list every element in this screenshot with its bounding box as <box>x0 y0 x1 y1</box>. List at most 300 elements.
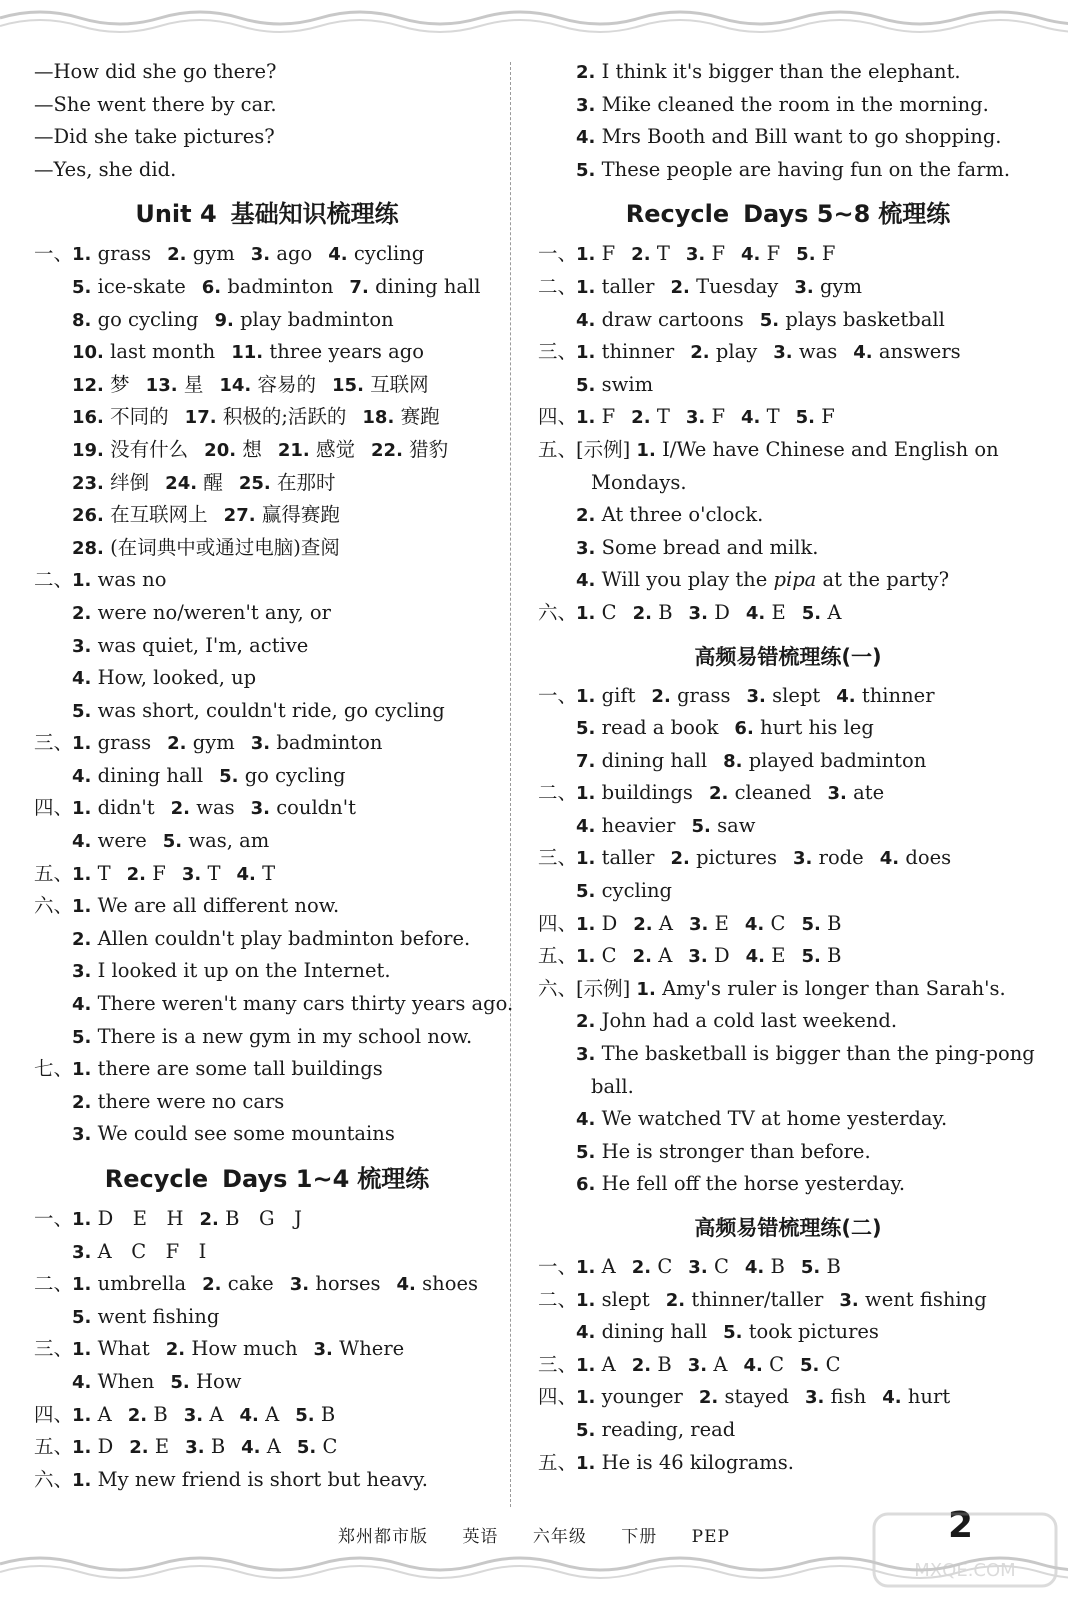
item-number: 2. <box>165 1339 192 1361</box>
section-marker: 三、 <box>34 731 74 755</box>
item-number: 2. <box>127 1404 154 1426</box>
item-number: 5. <box>795 407 822 429</box>
item-number: 2. <box>631 407 657 429</box>
item-number: 2. <box>167 244 193 266</box>
item-number: 4. <box>72 668 98 690</box>
answer-item: 3. ago <box>250 242 313 266</box>
right-answer-column <box>538 56 1038 1479</box>
answer-item: 4. How, looked, up <box>72 666 257 690</box>
item-number: 3. <box>181 863 208 885</box>
item-number: 5. <box>72 700 98 722</box>
answer-line <box>34 238 500 271</box>
answer-line <box>34 1236 500 1269</box>
section-marker: 四、 <box>538 1385 578 1409</box>
answer-item: 1. A <box>576 1255 616 1278</box>
heading-en: Unit 4 <box>135 200 217 229</box>
answer-item: 3. T <box>181 861 221 885</box>
item-number: 26. <box>72 505 111 527</box>
answer-item: 2. T <box>631 242 670 266</box>
answer-item: 4. thinner <box>836 683 935 707</box>
item-number: 2. <box>670 848 697 870</box>
item-number: 4. <box>853 342 879 364</box>
answer-item: 17. 积极的;活跃的 <box>184 405 347 429</box>
item-number: 12. <box>72 374 111 396</box>
item-number: 5. <box>801 602 828 624</box>
item-number: 4. <box>576 1322 602 1344</box>
answer-item: 23. 绊倒 <box>72 470 150 494</box>
answer-line <box>34 597 500 630</box>
answer-item: 2. gym <box>167 731 235 755</box>
section-marker: 三、 <box>538 1352 578 1376</box>
answer-item: 3. F <box>685 242 725 266</box>
section-marker: 一、 <box>34 1207 74 1230</box>
answer-line <box>538 369 1038 402</box>
section-marker: 一、 <box>538 242 578 266</box>
item-number: 5. <box>576 1141 602 1163</box>
answer-line <box>538 1381 1038 1414</box>
answer-line <box>538 1005 1038 1038</box>
answer-item: 12. 梦 <box>72 372 130 396</box>
item-number: 4. <box>741 244 767 266</box>
answer-item: 1. D <box>576 911 618 935</box>
item-number: 2. <box>576 505 602 527</box>
answer-line <box>34 955 500 988</box>
item-number: 2. <box>576 1011 602 1033</box>
answer-item: 4. B <box>744 1255 785 1278</box>
answer-item: 1. grass <box>72 242 152 266</box>
item-number: 3. <box>250 798 277 820</box>
item-number: 3. <box>688 1257 714 1278</box>
item-number: 2. <box>698 1387 725 1409</box>
answer-line <box>34 271 500 304</box>
answer-item: 2. I think it's bigger than the elephant. <box>576 60 961 83</box>
item-number: 4. <box>741 407 767 429</box>
answer-item: 3. ate <box>827 781 885 805</box>
item-number: 9. <box>214 309 241 331</box>
item-number: 1. <box>576 342 602 364</box>
item-number: 5. <box>296 1437 323 1459</box>
item-number: 2. <box>631 1354 658 1376</box>
item-number: 2. <box>631 1257 658 1278</box>
answer-item: 6. hurt his leg <box>734 716 874 740</box>
answer-item: 2. At three o'clock. <box>576 503 764 527</box>
item-number: 3. <box>72 635 98 657</box>
item-number: 3. <box>72 1241 98 1263</box>
item-number: 5. <box>576 159 602 181</box>
answer-line <box>34 695 500 728</box>
item-number: 2. <box>631 244 657 266</box>
item-number: 5. <box>801 913 828 935</box>
example-tag: [示例] <box>576 976 637 1000</box>
answer-item: 4. A <box>241 1435 281 1459</box>
answer-line <box>34 532 500 565</box>
answer-item: 5. He is stronger than before. <box>576 1139 871 1163</box>
answer-item: 1. A <box>576 1352 616 1376</box>
answer-line <box>34 890 500 923</box>
answer-item: 1. T <box>72 861 111 885</box>
answer-item: 4. were <box>72 829 147 853</box>
section-marker: 四、 <box>34 796 74 820</box>
answer-item: 4. A <box>239 1402 280 1426</box>
answer-line <box>538 875 1038 908</box>
answer-line <box>538 499 1038 532</box>
answer-item: 2. How much <box>165 1337 298 1361</box>
section-heading <box>538 638 1038 676</box>
heading-zh: 基础知识梳理练 <box>230 200 399 229</box>
section-marker: 二、 <box>538 1287 578 1311</box>
item-number: 1. <box>576 602 602 624</box>
section-marker: 二、 <box>34 1272 74 1296</box>
item-number: 2. <box>202 1274 228 1296</box>
answer-item: 1. He is 46 kilograms. <box>576 1450 794 1474</box>
item-number: 3. <box>792 848 819 870</box>
item-number: 1. <box>576 946 602 968</box>
answer-line <box>34 499 500 532</box>
answer-item: 2. B G J <box>199 1207 302 1230</box>
section-marker: 二、 <box>538 781 578 805</box>
item-number: 13. <box>145 374 184 396</box>
item-number: 3. <box>72 961 98 983</box>
section-marker: 二、 <box>538 274 578 298</box>
answer-item: 2. B <box>127 1402 168 1426</box>
item-number: 3. <box>185 1437 211 1459</box>
item-number: 1. <box>576 244 602 266</box>
answer-item: 4. We watched TV at home yesterday. <box>576 1107 948 1131</box>
answer-item: 1. taller <box>576 846 655 870</box>
answer-item: 5. A <box>801 600 842 624</box>
item-number: 3. <box>576 1044 602 1066</box>
answer-item: 1. F <box>576 242 616 266</box>
answer-line <box>538 680 1038 713</box>
answer-line <box>34 1464 500 1497</box>
answer-item: 5. F <box>795 405 835 429</box>
item-number: 3. <box>689 913 715 935</box>
watermark-text: MXQE.COM <box>914 1560 1016 1581</box>
item-number: 2. <box>708 783 735 805</box>
item-number: 5. <box>72 1306 98 1328</box>
answer-item: 9. play badminton <box>214 307 394 331</box>
answer-line <box>538 434 1038 467</box>
answer-item: 22. 猎豹 <box>371 437 449 461</box>
answer-item: 5. F <box>796 242 836 266</box>
item-number: 5. <box>72 1026 98 1048</box>
item-number: 4. <box>72 1371 98 1393</box>
answer-item: 4. T <box>741 405 780 429</box>
heading-zh: 高频易错梳理练(二) <box>694 1216 882 1240</box>
answer-line <box>538 304 1038 337</box>
item-number: 4. <box>576 127 602 149</box>
item-number: 14. <box>219 374 258 396</box>
answer-item: 3. C <box>688 1255 729 1278</box>
section-heading <box>34 1159 500 1199</box>
item-number: 5. <box>800 1257 827 1278</box>
answer-item: 1. taller <box>576 274 655 298</box>
answer-item: 1. thinner <box>576 340 675 364</box>
item-number: 22. <box>371 439 410 461</box>
answer-item: 5. plays basketball <box>759 307 945 331</box>
item-number: 2. <box>129 1437 155 1459</box>
item-number: 2. <box>632 946 659 968</box>
heading-en: Recycle <box>104 1165 209 1193</box>
item-number: 4. <box>744 1257 771 1278</box>
item-number: 28. <box>72 537 111 559</box>
answer-item: 5. saw <box>691 813 756 837</box>
item-number: 4. <box>236 863 263 885</box>
answer-item: 5. reading, read <box>576 1417 736 1441</box>
item-number: 1. <box>576 276 602 298</box>
answer-line <box>34 1053 500 1086</box>
section-heading <box>34 194 500 234</box>
section-marker: 四、 <box>34 1402 74 1426</box>
answer-item: 2. stayed <box>698 1385 790 1409</box>
answer-line <box>34 662 500 695</box>
section-marker: 七、 <box>34 1057 74 1081</box>
answer-line <box>538 810 1038 843</box>
answer-item: 2. gym <box>167 242 235 266</box>
answer-item: 5. ice-skate <box>72 274 186 298</box>
answer-line <box>34 727 500 760</box>
answer-item: 3. I looked it up on the Internet. <box>72 959 391 983</box>
answer-item: 3. slept <box>746 683 821 707</box>
section-marker: 一、 <box>538 1255 578 1278</box>
answer-item: 5. B <box>800 1255 841 1278</box>
answer-item: 4. answers <box>853 340 961 364</box>
answer-line <box>34 1333 500 1366</box>
answer-item: 2. was <box>170 796 235 820</box>
item-number: 5. <box>759 309 786 331</box>
answer-item: 5. These people are having fun on the farm. <box>576 157 1011 181</box>
answer-line <box>34 369 500 402</box>
item-number: 4. <box>72 994 98 1016</box>
answer-line <box>538 842 1038 875</box>
item-number: 5. <box>576 718 602 740</box>
line-text: —Yes, she did. <box>34 157 177 181</box>
item-number: 1. <box>576 685 602 707</box>
item-number: 3. <box>250 244 277 266</box>
answer-item: 4. When <box>72 1369 155 1393</box>
answer-item: 3. was <box>773 340 838 364</box>
answer-line <box>538 154 1038 187</box>
bottom-decorative-wave <box>0 1548 1068 1588</box>
item-number: 15. <box>332 374 371 396</box>
answer-item: 5. was short, couldn't ride, go cycling <box>72 698 445 722</box>
item-number: 5. <box>576 374 602 396</box>
section-marker: 五、 <box>538 1450 578 1474</box>
answer-item: 3. A <box>183 1402 224 1426</box>
item-number: 1. <box>576 1387 602 1409</box>
answer-item: 5. C <box>296 1435 338 1459</box>
answer-item: 13. 星 <box>145 372 204 396</box>
top-decorative-wave <box>0 0 1068 40</box>
answer-line <box>34 467 500 500</box>
answer-item: 14. 容易的 <box>219 372 317 396</box>
item-number: 4. <box>576 1109 602 1131</box>
item-number: 4. <box>72 765 98 787</box>
section-marker: 四、 <box>538 405 578 429</box>
answer-item: 10. last month <box>72 340 216 364</box>
answer-line <box>538 336 1038 369</box>
answer-item: 25. 在那时 <box>238 470 336 494</box>
answer-line <box>34 1268 500 1301</box>
answer-item: 4. dining hall <box>72 763 204 787</box>
item-number: 4. <box>744 913 771 935</box>
footer-grade: 六年级 <box>532 1527 587 1547</box>
answer-line <box>538 271 1038 304</box>
section-marker: 三、 <box>538 340 578 364</box>
answer-item: 2. F <box>126 861 166 885</box>
answer-item: 2. C <box>631 1255 673 1278</box>
answer-line <box>34 1301 500 1334</box>
answer-line <box>538 973 1038 1006</box>
answer-item: 4. Mrs Booth and Bill want to go shopping. <box>576 125 1002 149</box>
item-number: 3. <box>685 244 712 266</box>
answer-item: 1. umbrella <box>72 1272 187 1296</box>
heading-en: Days 1~4 <box>222 1165 350 1193</box>
item-number: 4. <box>239 1404 266 1426</box>
answer-item: 3. rode <box>792 846 864 870</box>
line-text: —How did she go there? <box>34 60 277 83</box>
answer-line <box>538 908 1038 941</box>
section-marker: 五、 <box>538 944 578 968</box>
item-number: 5. <box>801 946 828 968</box>
item-number: 3. <box>827 783 854 805</box>
section-marker: 三、 <box>538 846 578 870</box>
item-number: 5. <box>162 831 189 853</box>
section-heading <box>538 1209 1038 1247</box>
answer-item: 1. slept <box>576 1287 650 1311</box>
answer-item: 3. couldn't <box>250 796 356 820</box>
footer-volume: 下册 <box>621 1527 658 1547</box>
answer-line <box>538 1349 1038 1382</box>
answer-item: 4. does <box>879 846 952 870</box>
italic-term: pipa <box>773 568 817 592</box>
answer-line <box>538 1414 1038 1447</box>
answer-line <box>538 745 1038 778</box>
item-number: 10. <box>72 342 111 364</box>
item-number: 3. <box>313 1339 340 1361</box>
item-number: 4. <box>576 309 602 331</box>
section-marker: 六、 <box>34 894 74 918</box>
item-number: 24. <box>165 472 204 494</box>
item-number: 16. <box>72 407 111 429</box>
answer-item: 2. Tuesday <box>670 274 779 298</box>
answer-line <box>34 154 500 187</box>
answer-item: 5. There is a new gym in my school now. <box>72 1024 473 1048</box>
answer-line <box>538 712 1038 745</box>
item-number: 2. <box>126 863 153 885</box>
answer-item: 1. C <box>576 600 617 624</box>
answer-item: 19. 没有什么 <box>72 437 189 461</box>
item-number: 1. <box>72 798 98 820</box>
answer-item: 3. D <box>688 944 730 968</box>
answer-item: 3. The basketball is bigger than the ping-pong <box>576 1042 1035 1066</box>
section-marker: 四、 <box>538 911 578 935</box>
answer-item: 2. pictures <box>670 846 777 870</box>
answer-item: 1. younger <box>576 1385 683 1409</box>
item-number: 1. <box>72 1404 98 1426</box>
answer-item: 2. E <box>129 1435 170 1459</box>
answer-item: 1. didn't <box>72 796 155 820</box>
answer-item: 8. go cycling <box>72 307 199 331</box>
item-number: 1. <box>72 896 98 918</box>
item-number: 3. <box>794 276 820 298</box>
item-number: 1. <box>72 1339 98 1361</box>
item-number: 8. <box>72 309 98 331</box>
item-number: 5. <box>723 1322 749 1344</box>
answer-item: 3. We could see some mountains <box>72 1122 395 1146</box>
answer-item: 2. B <box>632 600 673 624</box>
answer-item: 5. B <box>801 944 842 968</box>
answer-item: 5. swim <box>576 372 654 396</box>
answer-item: 3. gym <box>794 274 862 298</box>
answer-item: 6. badminton <box>201 274 334 298</box>
answer-item: 2. John had a cold last weekend. <box>576 1009 898 1033</box>
item-number: 1. <box>72 1209 98 1230</box>
item-number: 5. <box>796 244 822 266</box>
answer-item: 5. went fishing <box>72 1304 220 1328</box>
answer-line <box>34 1366 500 1399</box>
answer-line <box>34 1118 500 1151</box>
item-number: 5. <box>72 276 98 298</box>
item-number: 1. <box>636 978 663 1000</box>
answer-item: 8. played badminton <box>723 748 927 772</box>
item-number: 4. <box>72 831 98 853</box>
answer-line <box>34 825 500 858</box>
answer-line <box>538 121 1038 154</box>
section-marker: 一、 <box>34 242 74 266</box>
item-number: 1. <box>72 1437 98 1459</box>
answer-item: 4. shoes <box>396 1272 479 1296</box>
answer-item: 2. grass <box>651 683 731 707</box>
answer-item: 3. Some bread and milk. <box>576 535 819 559</box>
item-number: 11. <box>231 342 270 364</box>
answer-line <box>34 1203 500 1236</box>
item-number: 2. <box>651 685 678 707</box>
answer-item: 4. Will you play the pipa at the party? <box>576 568 950 592</box>
item-number: 7. <box>349 276 376 298</box>
answer-line <box>538 1447 1038 1480</box>
answer-line <box>538 56 1038 89</box>
answer-item: 4. cycling <box>328 242 425 266</box>
answer-line <box>34 792 500 825</box>
item-number: 1. <box>576 783 602 805</box>
answer-line <box>34 630 500 663</box>
answer-line <box>34 89 500 122</box>
section-marker: 六、 <box>538 976 578 1000</box>
answer-item: 1. was no <box>72 568 167 592</box>
answer-line <box>538 1071 1038 1104</box>
item-number: 3. <box>773 342 799 364</box>
item-number: 1. <box>72 1274 98 1296</box>
answer-item: 5. read a book <box>576 716 719 740</box>
item-number: 2. <box>632 602 659 624</box>
answer-item: 7. dining hall <box>576 748 708 772</box>
answer-item: 5. go cycling <box>219 763 346 787</box>
item-number: 5. <box>219 765 245 787</box>
answer-item: 5. was, am <box>162 829 270 853</box>
answer-item: 3. D <box>688 600 730 624</box>
section-marker: 六、 <box>34 1467 74 1491</box>
answer-item: 11. three years ago <box>231 340 424 364</box>
item-number: 3. <box>72 1124 98 1146</box>
answer-item: 2. cake <box>202 1272 274 1296</box>
section-heading <box>538 194 1038 234</box>
answer-line <box>538 401 1038 434</box>
answer-line <box>538 1316 1038 1349</box>
answer-line <box>34 1086 500 1119</box>
item-number: 4. <box>576 815 602 837</box>
item-number: 6. <box>201 276 228 298</box>
